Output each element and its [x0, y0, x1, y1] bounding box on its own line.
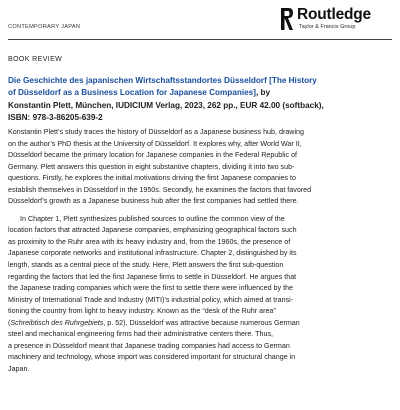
text-line: Japan. [8, 364, 30, 373]
text-line: machinery and technology, whose import was considered important for structural change in [8, 353, 296, 362]
text-line: In Chapter 1, Plett synthesizes published sources to outline the common view of the [20, 214, 285, 223]
page-header [8, 0, 392, 44]
text-line: questions. Firstly, he explores the initial motivations driving the first Japanese companies to [8, 174, 297, 183]
text-line: Japanese corporate networks and institutional infrastructure. Chapter 2, distinguished by its [8, 249, 297, 258]
book-title-by: , by [255, 88, 271, 98]
text-line: Ministry of International Trade and Industry (MITI)’s industrial policy, which aimed at transi- [8, 295, 294, 304]
routledge-r-icon [280, 7, 294, 31]
publisher-subtitle: Taylor & Francis Group [299, 24, 356, 30]
text-line: as proximity to the Ruhr area with its heavy industry and, from the 1960s, the presence of [8, 237, 291, 246]
text-line: steel and mechanical engineering firms had their administrative centers there. Thus, [8, 330, 274, 339]
text-line: Germany. Plett answers this question in eight substantive chapters, dividing it into two sub- [8, 162, 295, 171]
paragraph-2 [8, 214, 390, 376]
text-line: on the author’s PhD thesis at the University of Düsseldorf. It explores why, after World War II, [8, 139, 302, 148]
paragraph-1 [8, 127, 390, 208]
review-body [8, 127, 390, 375]
text-line: location factors that attracted Japanese companies, emphasizing geographical factors such [8, 226, 297, 235]
book-citation [8, 75, 390, 125]
book-publication-details: Konstantin Plett, München, IUDICIUM Verlag, 2023, 262 pp., EUR 42.00 (softback), [8, 100, 324, 110]
text-line: a presence in Düsseldorf meant that Japanese trading companies had access to German [8, 341, 290, 350]
text-line: length, stands as a central piece of the study. Here, Plett answers the first sub-question [8, 261, 284, 270]
publisher-logo [280, 6, 392, 36]
text-line: Konstantin Plett’s study traces the history of Düsseldorf as a Japanese business hub, drawing [8, 128, 304, 136]
journal-name: CONTEMPORARY JAPAN [8, 24, 81, 30]
text-line: tioning the country from light to heavy industry. Known as the “desk of the Ruhr area” [8, 307, 276, 316]
text-line: Düsseldorf’s growth as a Japanese business hub after the first companies had settled there. [8, 197, 299, 206]
book-isbn: ISBN: 978-3-86205-639-2 [8, 113, 103, 123]
text-line: (Schreibtisch des Ruhrgebiets, p. 52), Düsseldorf was attractive because numerous German [8, 318, 300, 327]
header-divider [8, 39, 392, 40]
book-title-line-1: Die Geschichte des japanischen Wirtschaftsstandortes Düsseldorf [The History [8, 76, 317, 85]
text-line: the Japanese trading companies which were the first to settle there were influenced by the [8, 284, 293, 293]
text-line: establish themselves in Düsseldorf in the 1950s. Secondly, he examines the factors that favored [8, 185, 312, 194]
book-title-line-2: of Düsseldorf as a Business Location for Japanese Companies] [8, 88, 256, 98]
publisher-name: Routledge [297, 6, 371, 23]
text-line: regarding the factors that led the first Japanese firms to settle in Düsseldorf. He argues that [8, 272, 297, 281]
text-line: Düsseldorf became the primary location for Japanese companies in the Federal Republic of [8, 151, 297, 160]
section-label: BOOK REVIEW [8, 56, 63, 63]
